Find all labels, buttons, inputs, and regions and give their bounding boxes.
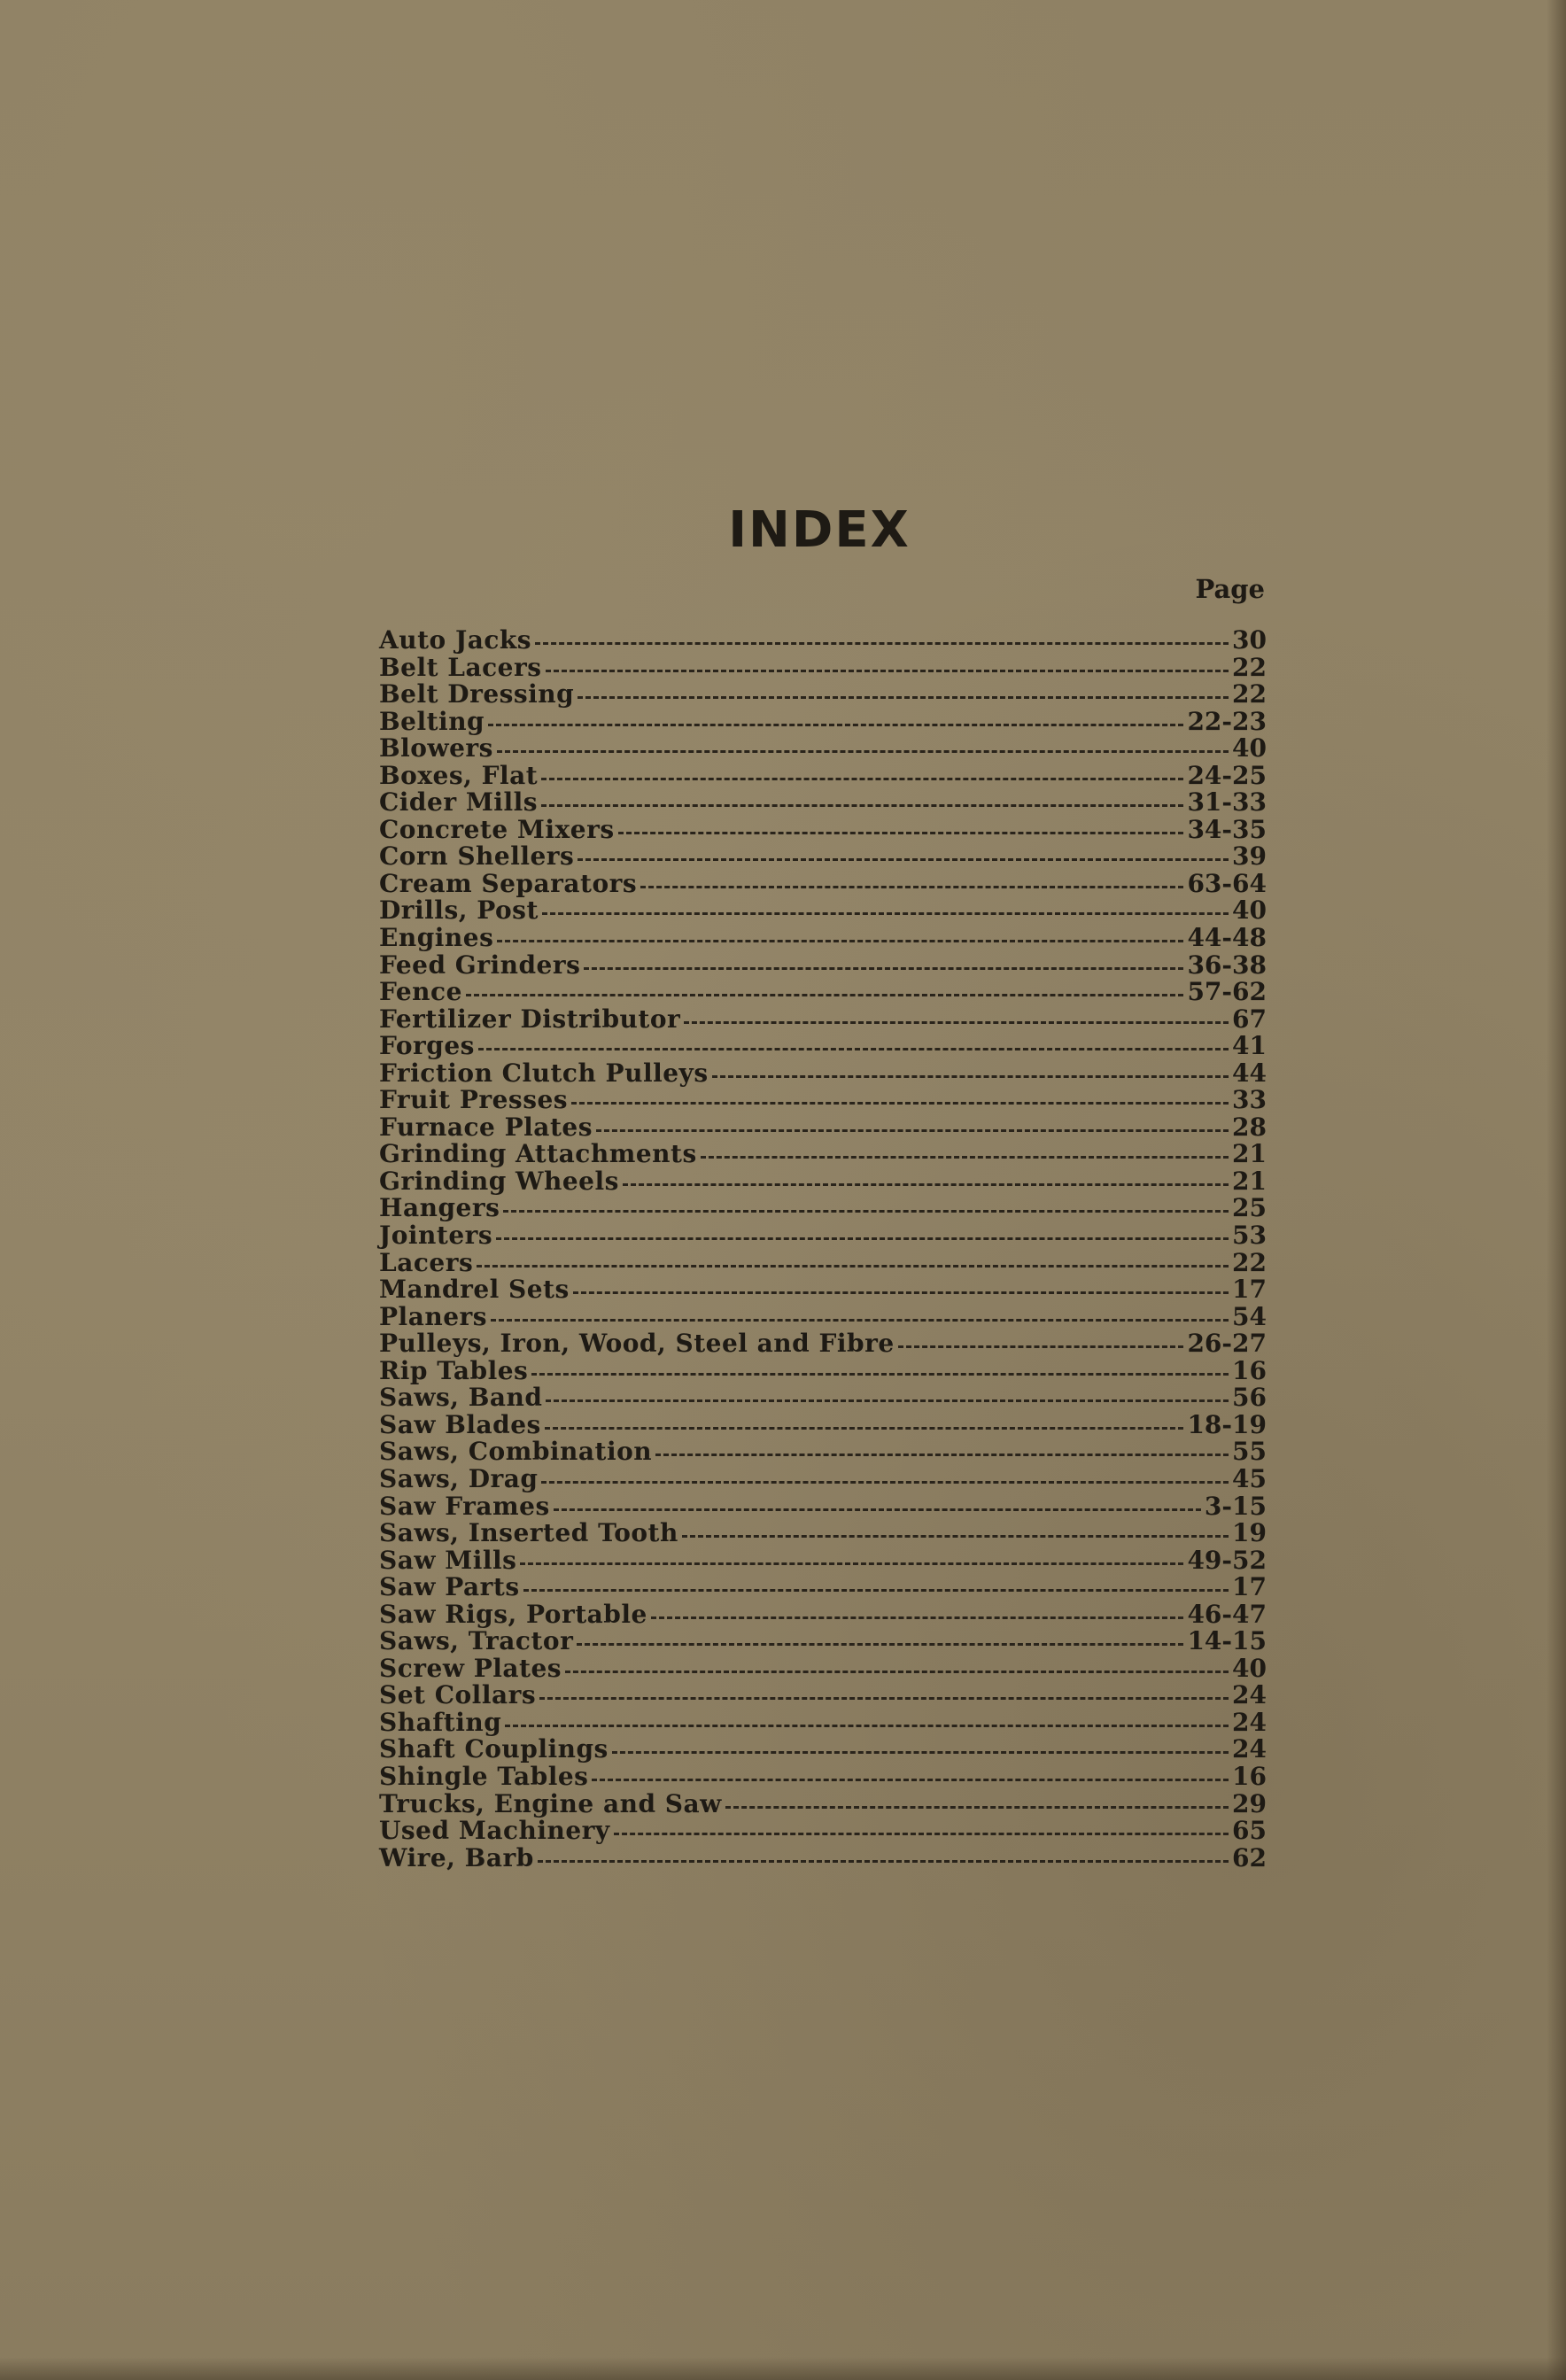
entry-label: Saw Mills [379, 1545, 517, 1575]
index-entry [379, 733, 1267, 764]
dot-leader [545, 1427, 1184, 1430]
entry-label: Grinding Wheels [379, 1166, 619, 1196]
entry-label: Fruit Presses [379, 1085, 569, 1115]
entry-label: Belting [379, 706, 485, 736]
entry-label: Grinding Attachments [379, 1139, 697, 1169]
entry-page-number: 55 [1232, 1437, 1267, 1467]
entry-label: Cider Mills [379, 787, 538, 818]
index-entry [379, 1816, 1267, 1846]
entry-page-number: 62 [1232, 1842, 1267, 1872]
entry-page-number: 39 [1232, 841, 1267, 872]
index-entry [379, 1004, 1267, 1032]
entry-label: Used Machinery [379, 1816, 610, 1846]
index-entry [379, 895, 1267, 926]
entry-page-number: 22-23 [1187, 706, 1267, 736]
entry-page-number: 14-15 [1187, 1626, 1267, 1656]
dot-leader [541, 778, 1183, 780]
entry-page-number: 44 [1232, 1058, 1267, 1088]
dot-leader [497, 940, 1183, 942]
entry-label: Cream Separators [379, 868, 638, 898]
dot-leader [684, 1021, 1229, 1024]
entry-page-number: 40 [1232, 1653, 1267, 1683]
entry-page-number: 21 [1232, 1139, 1267, 1169]
entry-page-number: 22 [1232, 1247, 1267, 1277]
entry-label: Corn Shellers [379, 841, 575, 872]
index-entry [379, 950, 1267, 978]
entry-page-number: 17 [1232, 1572, 1267, 1602]
entry-label: Hangers [379, 1193, 500, 1223]
dot-leader [523, 1589, 1229, 1592]
entry-label: Saws, Inserted Tooth [379, 1518, 678, 1548]
index-entry [379, 1680, 1267, 1708]
entry-label: Fertilizer Distributor [379, 1004, 681, 1034]
index-entry [379, 1492, 1267, 1519]
dot-leader [477, 1265, 1229, 1268]
dot-leader [538, 1860, 1229, 1863]
index-entry [379, 1248, 1267, 1275]
dot-leader [497, 750, 1229, 753]
dot-leader [578, 696, 1229, 699]
entry-page-number: 63-64 [1187, 868, 1267, 898]
entry-label: Lacers [379, 1247, 474, 1277]
entry-page-number: 54 [1232, 1301, 1267, 1331]
entry-label: Screw Plates [379, 1653, 562, 1683]
index-entry [379, 1410, 1267, 1438]
dot-leader [651, 1616, 1184, 1619]
entry-label: Concrete Mixers [379, 814, 615, 844]
entry-page-number: 24 [1232, 1680, 1267, 1710]
entry-label: Saw Rigs, Portable [379, 1599, 647, 1629]
index-entry [379, 625, 1267, 653]
entry-label: Planers [379, 1301, 488, 1331]
index-entry [379, 1383, 1267, 1413]
dot-leader [520, 1562, 1183, 1565]
dot-leader [623, 1183, 1229, 1186]
index-entry [379, 841, 1267, 872]
entry-label: Saw Frames [379, 1491, 550, 1521]
dot-leader [725, 1806, 1229, 1809]
entry-page-number: 21 [1232, 1166, 1267, 1196]
dot-leader [539, 1697, 1229, 1700]
entry-page-number: 22 [1232, 679, 1267, 709]
entry-page-number: 45 [1232, 1463, 1267, 1493]
index-title: INDEX [728, 501, 911, 559]
entry-page-number: 25 [1232, 1193, 1267, 1223]
entry-label: Wire, Barb [379, 1842, 534, 1872]
dot-leader [546, 670, 1229, 672]
index-entry [379, 815, 1267, 842]
entry-page-number: 65 [1232, 1816, 1267, 1846]
dot-leader [488, 724, 1183, 726]
dot-leader [505, 1725, 1229, 1727]
entry-label: Saws, Tractor [379, 1626, 574, 1656]
dot-leader [584, 967, 1183, 970]
index-list [379, 625, 1267, 1870]
entry-page-number: 36-38 [1187, 950, 1267, 980]
dot-leader [701, 1156, 1229, 1159]
index-entry [379, 1437, 1267, 1467]
entry-label: Friction Clutch Pulleys [379, 1058, 709, 1088]
dot-leader [542, 912, 1229, 915]
dot-leader [577, 1643, 1183, 1646]
entry-page-number: 40 [1232, 895, 1267, 926]
entry-label: Saws, Combination [379, 1437, 653, 1467]
dot-leader [571, 1102, 1229, 1105]
entry-page-number: 31-33 [1187, 787, 1267, 818]
dot-leader [682, 1535, 1229, 1538]
index-entry [379, 1464, 1267, 1492]
dot-leader [596, 1129, 1229, 1132]
dot-leader [640, 886, 1183, 888]
entry-page-number: 24-25 [1187, 760, 1267, 790]
entry-page-number: 16 [1232, 1761, 1267, 1791]
entry-label: Blowers [379, 733, 493, 764]
index-entry [379, 1329, 1267, 1359]
entry-page-number: 46-47 [1187, 1599, 1267, 1629]
dot-leader [531, 1373, 1229, 1376]
entry-page-number: 28 [1232, 1112, 1267, 1142]
dot-leader [546, 1399, 1229, 1402]
index-entry [379, 1789, 1267, 1817]
page-column-header: Page [1195, 574, 1265, 604]
index-entry [379, 1626, 1267, 1654]
entry-label: Saw Parts [379, 1572, 520, 1602]
entry-page-number: 24 [1232, 1734, 1267, 1764]
entry-label: Boxes, Flat [379, 760, 539, 790]
entry-page-number: 30 [1232, 625, 1267, 655]
index-entry [379, 787, 1267, 818]
index-entry [379, 1031, 1267, 1061]
entry-page-number: 56 [1232, 1383, 1267, 1413]
entry-label: Forges [379, 1031, 475, 1061]
index-entry [379, 1058, 1267, 1086]
entry-page-number: 53 [1232, 1221, 1267, 1251]
entry-page-number: 41 [1232, 1031, 1267, 1061]
index-entry [379, 1275, 1267, 1305]
entry-page-number: 57-62 [1187, 977, 1267, 1007]
entry-label: Rip Tables [379, 1355, 529, 1385]
dot-leader [578, 858, 1229, 861]
entry-label: Auto Jacks [379, 625, 532, 655]
entry-page-number: 3-15 [1204, 1491, 1267, 1521]
entry-label: Jointers [379, 1221, 493, 1251]
dot-leader [618, 832, 1184, 834]
index-entry [379, 1654, 1267, 1681]
entry-page-number: 24 [1232, 1707, 1267, 1737]
index-entry [379, 1843, 1267, 1871]
index-entry [379, 1546, 1267, 1573]
entry-page-number: 40 [1232, 733, 1267, 764]
entry-label: Shingle Tables [379, 1761, 589, 1791]
dot-leader [466, 994, 1184, 996]
entry-label: Trucks, Engine and Saw [379, 1788, 722, 1818]
entry-label: Belt Lacers [379, 652, 542, 682]
index-entry [379, 1734, 1267, 1762]
entry-label: Shafting [379, 1707, 502, 1737]
index-entry [379, 1193, 1267, 1221]
dot-leader [541, 804, 1183, 807]
entry-label: Drills, Post [379, 895, 539, 926]
entry-page-number: 67 [1232, 1004, 1267, 1034]
dot-leader [554, 1508, 1201, 1511]
index-entry [379, 1139, 1267, 1167]
page-edge-shadow [1547, 0, 1566, 2380]
index-entry [379, 761, 1267, 788]
index-entry [379, 923, 1267, 953]
index-entry [379, 1085, 1267, 1115]
entry-page-number: 34-35 [1187, 814, 1267, 844]
entry-page-number: 49-52 [1187, 1545, 1267, 1575]
entry-label: Pulleys, Iron, Wood, Steel and Fibre [379, 1329, 895, 1359]
index-entry [379, 1600, 1267, 1627]
dot-leader [898, 1345, 1184, 1348]
entry-page-number: 29 [1232, 1788, 1267, 1818]
entry-label: Saws, Band [379, 1383, 543, 1413]
entry-label: Shaft Couplings [379, 1734, 609, 1764]
entry-page-number: 19 [1232, 1518, 1267, 1548]
index-entry [379, 1762, 1267, 1789]
dot-leader [614, 1833, 1229, 1835]
index-entry [379, 869, 1267, 896]
entry-label: Mandrel Sets [379, 1275, 570, 1305]
index-entry [379, 653, 1267, 680]
dot-leader [478, 1048, 1229, 1050]
index-entry [379, 977, 1267, 1007]
dot-leader [712, 1075, 1229, 1078]
dot-leader [503, 1210, 1229, 1213]
dot-leader [535, 642, 1229, 645]
entry-label: Saw Blades [379, 1409, 541, 1439]
entry-label: Furnace Plates [379, 1112, 593, 1142]
dot-leader [612, 1751, 1229, 1754]
dot-leader [491, 1319, 1229, 1322]
index-entry [379, 1167, 1267, 1194]
entry-label: Feed Grinders [379, 950, 581, 980]
entry-label: Saws, Drag [379, 1463, 539, 1493]
dot-leader [573, 1291, 1229, 1294]
entry-label: Belt Dressing [379, 679, 575, 709]
entry-label: Fence [379, 977, 462, 1007]
entry-page-number: 22 [1232, 652, 1267, 682]
index-entry [379, 679, 1267, 707]
dot-leader [655, 1454, 1229, 1456]
entry-page-number: 26-27 [1187, 1329, 1267, 1359]
entry-page-number: 17 [1232, 1275, 1267, 1305]
index-entry [379, 1708, 1267, 1735]
index-entry [379, 1356, 1267, 1384]
page-bottom-shadow [0, 2357, 1566, 2380]
entry-page-number: 18-19 [1187, 1409, 1267, 1439]
entry-page-number: 16 [1232, 1355, 1267, 1385]
dot-leader [592, 1779, 1229, 1781]
dot-leader [541, 1481, 1229, 1484]
index-entry [379, 1518, 1267, 1546]
dot-leader [565, 1671, 1229, 1673]
index-entry [379, 1302, 1267, 1330]
dot-leader [496, 1237, 1229, 1240]
entry-page-number: 33 [1232, 1085, 1267, 1115]
index-entry [379, 707, 1267, 734]
entry-page-number: 44-48 [1187, 923, 1267, 953]
index-entry [379, 1221, 1267, 1251]
entry-label: Engines [379, 923, 494, 953]
index-entry [379, 1572, 1267, 1600]
index-entry [379, 1112, 1267, 1140]
entry-label: Set Collars [379, 1680, 537, 1710]
